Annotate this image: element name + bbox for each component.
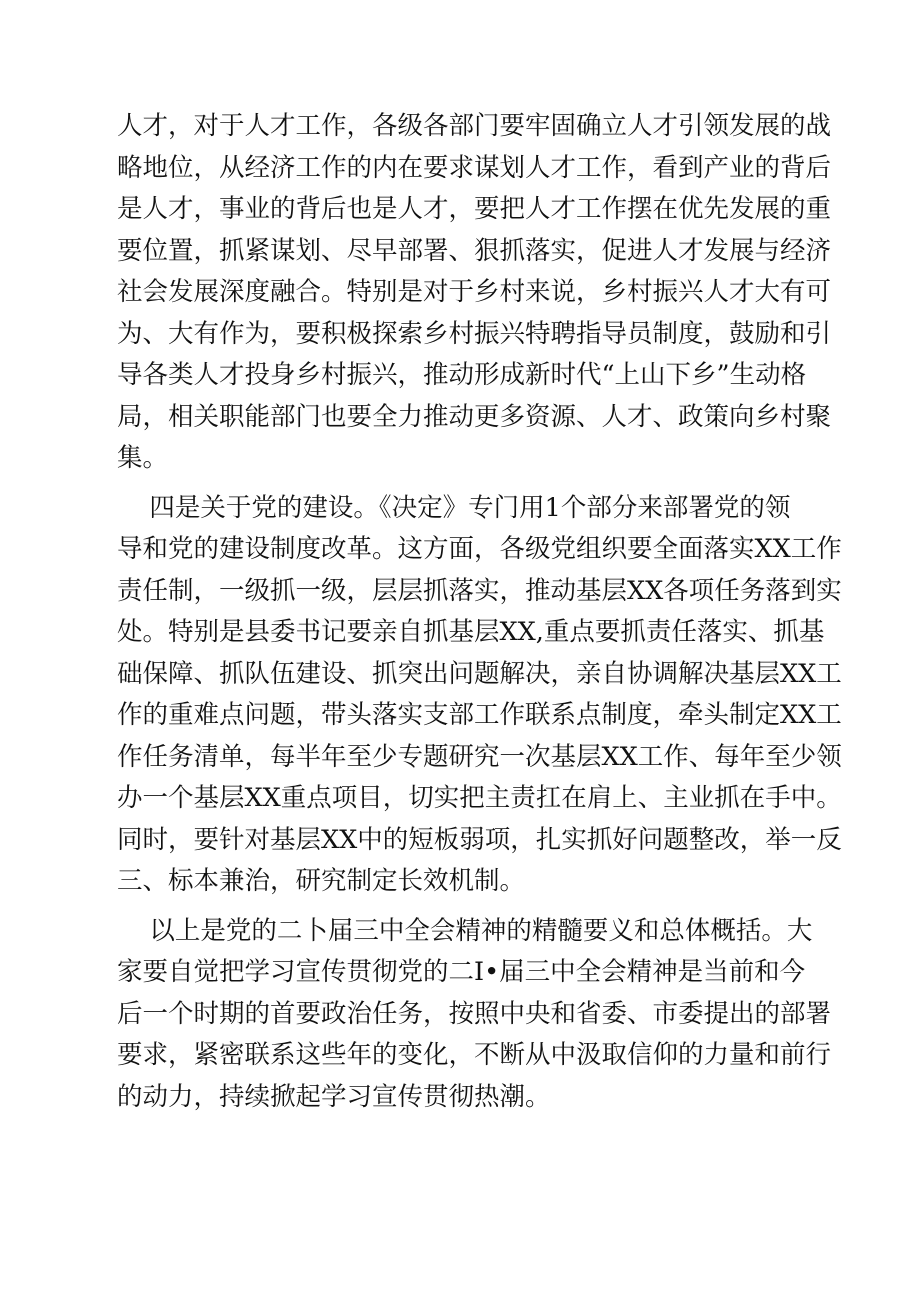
paragraph-spacer [117,903,789,911]
text-line: 略地位，从经济工作的内在要求谋划人才工作，看到产业的背后 [117,152,832,183]
text-line: 家要自觉把学习宣传贯彻党的二I•届三中全会精神是当前和今 [117,957,806,987]
text-line: 同时，要针对基层XX中的短板弱项，扎实抓好问题整改，举一反 [117,824,842,855]
text-line: 作任务清单，每半年至少专题研究一次基层XX工作、每年至少领 [117,741,842,772]
text-line: 是人才，事业的背后也是人才，要把人才工作摆在优先发展的重 [117,194,832,224]
text-line: 人才，对于人才工作，各级各部门要牢固确立人才引领发展的战 [117,111,832,141]
document-body [117,106,842,1118]
paragraph-1 [117,106,832,480]
text-line: 四是关于党的建设。《决定》专门用1个部分来部署党的领 [117,492,791,523]
text-line: 后一个时期的首要政治任务，按照中央和省委、市委提出的部署 [117,998,832,1029]
paragraph-spacer [117,480,789,488]
paragraph-2 [117,488,842,903]
text-line: 作的重难点问题，带头落实支部工作联系点制度，牵头制定XX工 [117,700,842,730]
text-line: 础保障、抓队伍建设、抓突出问题解决，亲自协调解决基层XX工 [117,658,842,689]
text-line: 办一个基层XX重点项目，切实把主责扛在肩上、主业抓在手中。 [117,783,842,813]
paragraph-3 [117,911,832,1119]
text-line: 以上是党的二卜届三中全会精神的精髓要义和总体概括。大 [117,915,813,946]
text-line: 的动力，持续掀起学习宣传贯彻热潮。 [117,1081,551,1112]
text-line: 集。 [117,443,169,473]
text-line: 三、标本兼治，研究制定长效机制。 [117,866,526,896]
text-line: 为、大有作为，要积极探索乡村振兴特聘指导员制度，鼓励和引 [117,318,832,349]
text-line: 导和党的建设制度改革。这方面，各级党组织要全面落实XX工作 [117,534,842,564]
text-line: 导各类人才投身乡村振兴，推动形成新时代“上山下乡”生动格 [117,360,807,390]
text-line: 要求，紧密联系这些年的变化，不断从中汲取信仰的力量和前行 [117,1040,832,1070]
text-line: 要位置，抓紧谋划、尽早部署、狠抓落实，促进人才发展与经济 [117,235,832,266]
text-line: 处。特别是县委书记要亲自抓基层XX,重点要抓责任落实、抓基 [117,617,825,647]
text-line: 责任制，一级抓一级，层层抓落实，推动基层XX各项任务落到实 [117,575,842,606]
text-line: 社会发展深度融合。特别是对于乡村来说，乡村振兴人才大有可 [117,277,832,307]
text-line: 局，相关职能部门也要全力推动更多资源、人才、政策向乡村聚 [117,401,832,432]
